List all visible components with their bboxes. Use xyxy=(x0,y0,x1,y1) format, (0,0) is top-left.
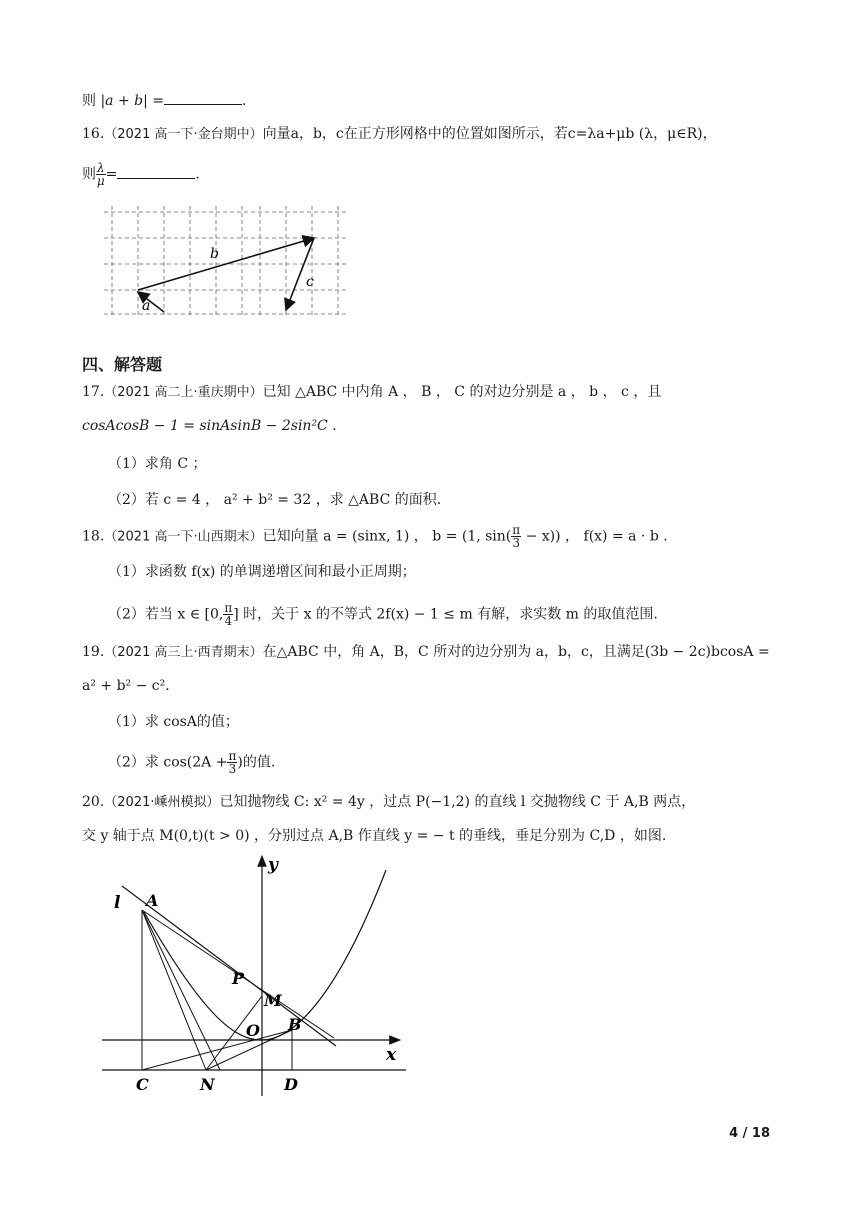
q19-part2: （2）求 cos(2A + $\frac{\pi}{3}$ )的值. xyxy=(108,749,276,776)
vector-grid-figure xyxy=(104,206,352,318)
segment-a-to-axis xyxy=(142,910,220,1070)
question-text: 在△ABC 中，角 A，B，C 所对的边分别为 a，b，c，且满足(3b − 2c)bcosA = xyxy=(262,644,770,660)
parabola-curve xyxy=(144,870,386,1040)
q18-part2: （2）若当 x ∈ [0, $\frac{\pi}{4}$ ] 时，关于 x 的不等式 2f(x) − 1 ≤ m 有解，求实数 m 的取值范围. xyxy=(108,601,658,628)
pi-over-3: $\frac{\pi}{3}$ xyxy=(228,749,237,776)
q19-part1: （1）求 cosA的值； xyxy=(108,714,239,730)
label-n: N xyxy=(200,1075,215,1094)
q16-line2: 则 $\frac{\lambda}{\mu}$ = . xyxy=(82,161,200,188)
q20-line2: 交 y 轴于点 M(0,t)(t > 0) ，分别过点 A,B 作直线 y = − t 的垂线，垂足分别为 C,D ，如图. xyxy=(82,828,667,844)
question-text: 已知 △ABC 中内角 A ， B ， C 的对边分别是 a ， b ， c ，且 xyxy=(262,384,662,400)
question-source: （2021 高二上·重庆期中） xyxy=(104,385,263,400)
q17-part2: （2）若 c = 4 ， a² + b² = 32 ，求 △ABC 的面积. xyxy=(108,492,442,508)
q17-part1: （1）求角 C ； xyxy=(108,456,207,472)
label-o: O xyxy=(246,1021,260,1040)
answer-blank xyxy=(164,90,242,105)
vector-c-label: c xyxy=(306,274,314,290)
q16-line1 xyxy=(82,124,717,145)
question-number: 20. xyxy=(82,794,105,810)
question-number: 17. xyxy=(82,384,105,400)
vector-b-label: b xyxy=(210,246,219,262)
label-d: D xyxy=(284,1075,298,1094)
q17-line1 xyxy=(82,382,661,403)
label-y: y xyxy=(268,855,278,875)
section-title: 四、解答题 xyxy=(82,355,163,374)
label-l: l xyxy=(114,893,121,913)
q15-expression: |a + b| = xyxy=(100,93,165,109)
label-x: x xyxy=(386,1045,397,1065)
lambda-over-mu: $\frac{\lambda}{\mu}$ xyxy=(96,161,105,188)
q15-answer-line: 则 |a + b| = . xyxy=(82,90,246,111)
q19-line2: a² + b² − c². xyxy=(82,678,170,694)
question-source: （2021·嵊州模拟） xyxy=(104,795,220,810)
q18-line1: 18.（2021 高一下·山西期末）已知向量 a = (sinx, 1) ， b = (1, sin( $\frac{\pi}{3}$ − x)) ， f(x) = a · b . xyxy=(82,523,668,550)
label-p: P xyxy=(232,969,245,988)
pi-over-4: $\frac{\pi}{4}$ xyxy=(224,601,233,628)
q18-part1: （1）求函数 f(x) 的单调递增区间和最小正周期； xyxy=(108,564,416,580)
q19-line1 xyxy=(82,642,770,663)
label-a: A xyxy=(146,891,159,910)
parabola-figure xyxy=(96,850,412,1100)
q20-line1 xyxy=(82,792,695,813)
question-source: （2021 高一下·金台期中） xyxy=(104,127,263,142)
segment-an xyxy=(142,910,206,1070)
pi-over-3: $\frac{\pi}{3}$ xyxy=(512,523,521,550)
label-b: B xyxy=(288,1015,302,1034)
page-number: 4 / 18 xyxy=(729,1126,770,1141)
grid-lines xyxy=(104,206,348,318)
question-number: 18. xyxy=(82,528,105,545)
question-text: 向量a，b，c在正方形网格中的位置如图所示，若c=λa+μb (λ，μ∈R)， xyxy=(262,126,717,142)
q17-line2: cosAcosB − 1 = sinAsinB − 2sin²C . xyxy=(82,418,337,434)
question-source: （2021 高一下·山西期末） xyxy=(104,529,263,545)
question-text: 已知抛物线 C: x² = 4y ，过点 P(−1,2) 的直线 l 交抛物线 C 于 A,B 两点， xyxy=(219,794,696,810)
label-c: C xyxy=(136,1075,149,1094)
question-source: （2021 高三上·西青期末） xyxy=(104,645,263,660)
question-number: 16. xyxy=(82,126,105,142)
line-l xyxy=(122,886,336,1046)
question-number: 19. xyxy=(82,644,105,660)
vector-a-label: a xyxy=(142,298,151,314)
answer-blank xyxy=(117,164,195,179)
label-m: M xyxy=(264,991,282,1010)
